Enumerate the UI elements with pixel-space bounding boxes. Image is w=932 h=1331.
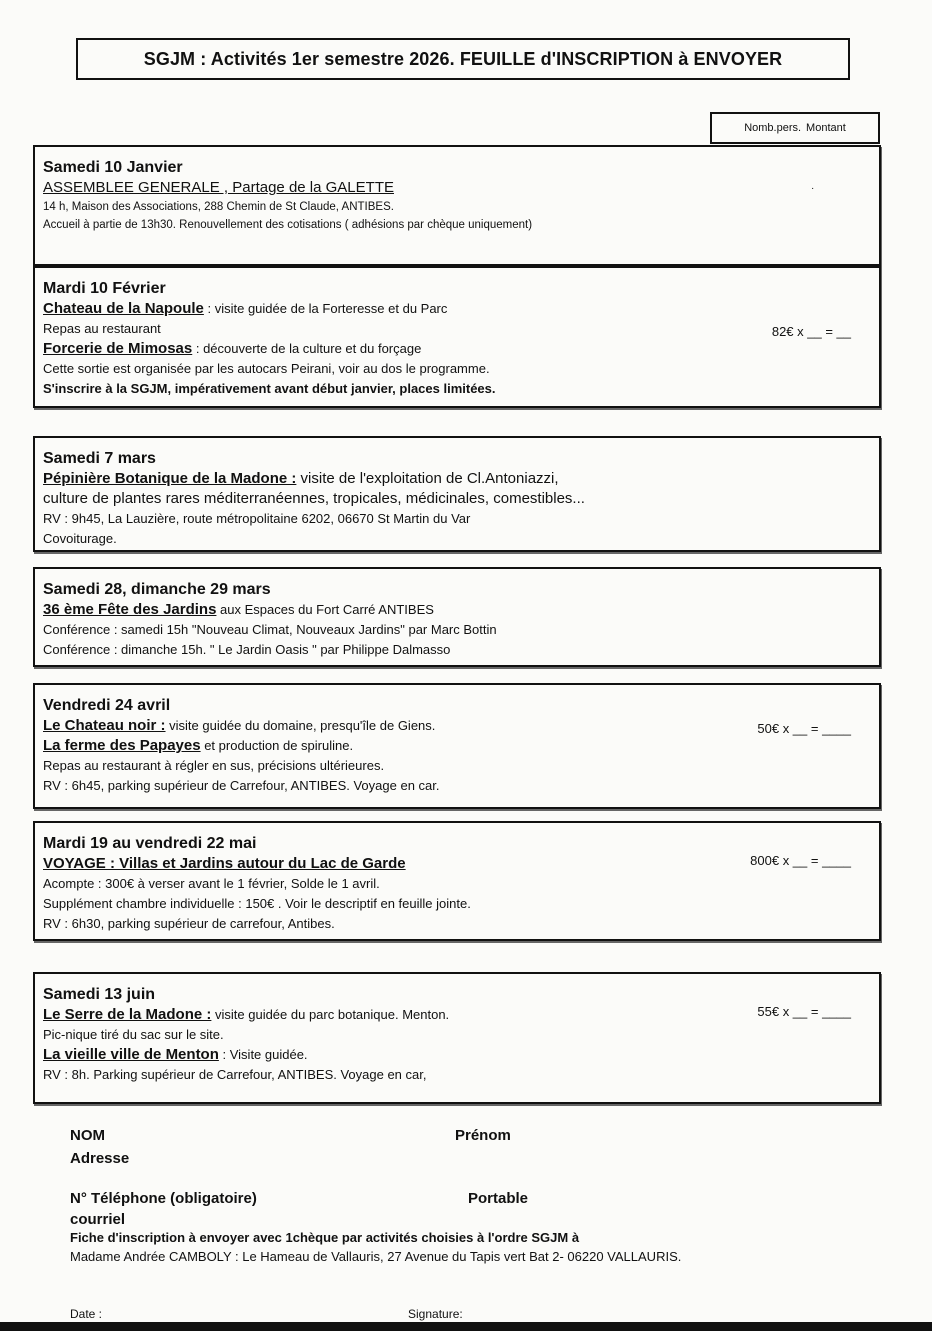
event-fete-jardins [33,567,881,667]
event-line: Pic-nique tiré du sac sur le site. [43,1027,224,1042]
price-field[interactable]: 55€ x __ = ____ [757,1004,851,1019]
event-desc: visite guidée du domaine, presqu'île de Giens. [165,718,436,733]
event-place: 36 ème Fête des Jardins [43,601,217,618]
prenom-label[interactable]: Prénom [455,1127,511,1144]
event-line: Acompte : 300€ à verser avant le 1 février, Solde le 1 avril. [43,876,380,891]
nom-label[interactable]: NOM [70,1127,105,1144]
event-desc: visite de l'exploitation de Cl.Antoniazzi, [296,470,559,487]
event-date: Mardi 19 au vendredi 22 mai [43,835,257,852]
instruction-line: Fiche d'inscription à envoyer avec 1chèque par activités choisies à l'ordre SGJM à [70,1230,580,1245]
event-assemblee [33,145,881,266]
event-place: La vieille ville de Menton [43,1046,219,1063]
event-serre-madone [33,972,881,1104]
event-line: Supplément chambre individuelle : 150€ . Voir le descriptif en feuille jointe. [43,896,471,911]
sending-instructions [70,1228,710,1266]
event-date: Samedi 28, dimanche 29 mars [43,581,271,598]
adresse-label[interactable]: Adresse [70,1150,130,1167]
scan-edge [0,1322,932,1331]
signature-label[interactable]: Signature: [408,1307,463,1321]
event-place: La ferme des Papayes [43,737,201,754]
event-madone-pepiniere [33,436,881,552]
event-line: RV : 6h30, parking supérieur de carrefour, Antibes. [43,916,335,931]
event-desc: et production de spiruline. [200,738,354,753]
event-date: Vendredi 24 avril [43,697,171,714]
event-line: Conférence : dimanche 15h. " Le Jardin Oasis " par Philippe Dalmasso [43,642,451,657]
dot-mark: · [811,183,815,194]
event-desc: : découverte de la culture et du forçage [192,341,422,356]
event-place: Pépinière Botanique de la Madone : [43,470,297,487]
date-label[interactable]: Date : [70,1307,103,1321]
portable-label[interactable]: Portable [468,1190,529,1207]
event-voyage-garde [33,821,881,941]
page-title: SGJM : Activités 1er semestre 2026. FEUILLE d'INSCRIPTION à ENVOYER [76,38,850,80]
price-field[interactable]: 82€ x __ = __ [771,324,851,339]
event-line: culture de plantes rares méditerranéennes, tropicales, médicinales, comestibles... [43,490,585,507]
event-line: RV : 9h45, La Lauzière, route métropolitaine 6202, 06670 St Martin du Var [43,511,471,526]
event-date: Samedi 7 mars [43,450,156,467]
event-line: RV : 6h45, parking supérieur de Carrefour, ANTIBES. Voyage en car. [43,778,440,793]
column-header [710,112,880,144]
event-desc: visite guidée du parc botanique. Menton. [211,1007,450,1022]
event-desc: aux Espaces du Fort Carré ANTIBES [216,602,434,617]
event-line: Covoiturage. [43,531,117,546]
event-place: VOYAGE : Villas et Jardins autour du Lac de Garde [43,855,406,872]
price-field[interactable]: 800€ x __ = ____ [750,853,851,868]
event-place: Chateau de la Napoule [43,300,204,317]
event-line: 14 h, Maison des Associations, 288 Chemin de St Claude, ANTIBES. [43,201,394,213]
event-line: Repas au restaurant à régler en sus, précisions ultérieures. [43,758,385,773]
event-line: RV : 8h. Parking supérieur de Carrefour, ANTIBES. Voyage en car, [43,1067,427,1082]
event-date: Samedi 10 Janvier [43,159,183,176]
event-headline: ASSEMBLEE GENERALE , Partage de la GALETTE [43,179,394,196]
event-line: Cette sortie est organisée par les autocars Peirani, voir au dos le programme. [43,361,490,376]
event-desc: : Visite guidée. [218,1047,308,1062]
address-line: Madame Andrée CAMBOLY : Le Hameau de Vallauris, 27 Avenue du Tapis vert Bat 2- 06220 VALLAURIS. [70,1249,682,1264]
persons-header: Nomb.pers. [744,122,802,134]
amount-header: Montant [806,122,846,134]
event-line-important: S'inscrire à la SGJM, impérativement avant début janvier, places limitées. [43,381,496,396]
event-place: Le Serre de la Madone : [43,1006,212,1023]
event-date: Mardi 10 Février [43,280,166,297]
event-place: Le Chateau noir : [43,717,166,734]
event-line: Accueil à partie de 13h30. Renouvellement des cotisations ( adhésions par chèque uniquement) [43,219,533,231]
event-chateau-noir [33,683,881,809]
telephone-label[interactable]: N° Téléphone (obligatoire) [70,1190,257,1207]
courriel-label[interactable]: courriel [70,1211,126,1228]
event-line: Repas au restaurant [43,321,161,336]
event-line: Conférence : samedi 15h "Nouveau Climat, Nouveaux Jardins" par Marc Bottin [43,622,497,637]
event-place: Forcerie de Mimosas [43,340,193,357]
event-napoule [33,266,881,408]
price-field[interactable]: 50€ x __ = ____ [757,721,851,736]
event-date: Samedi 13 juin [43,986,156,1003]
event-desc: : visite guidée de la Forteresse et du Parc [203,301,448,316]
